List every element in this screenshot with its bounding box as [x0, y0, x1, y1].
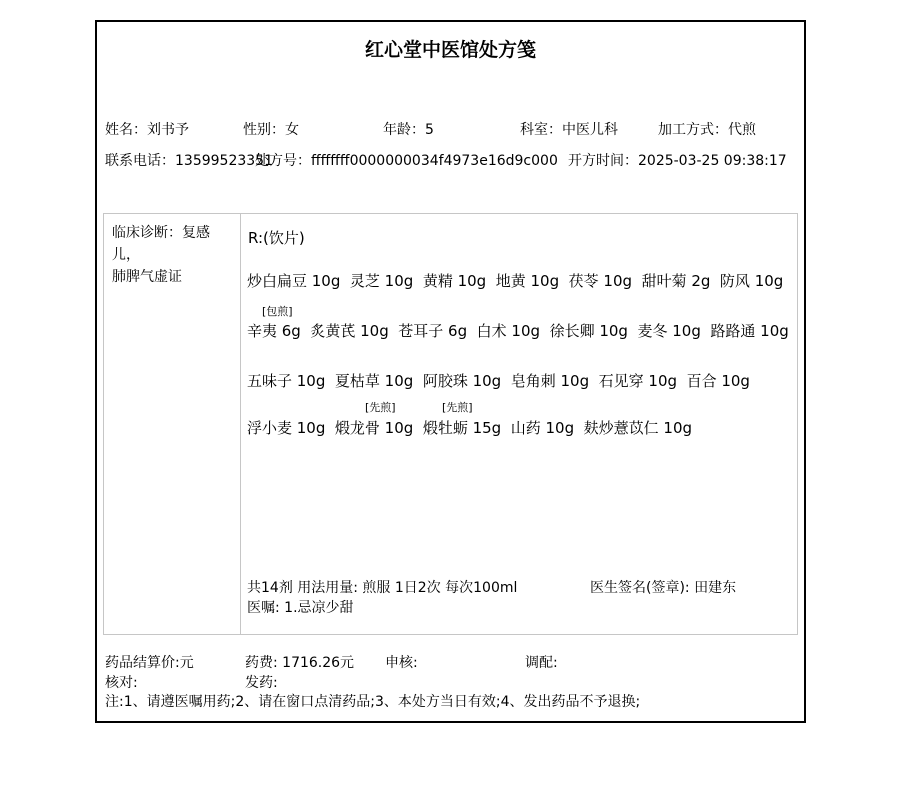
page-title: 红心堂中医馆处方笺 — [364, 39, 536, 61]
diagnosis-line-1: 临床诊断：复感儿， — [112, 225, 210, 263]
herb-line-2: 辛夷 6g 炙黄芪 10g 苍耳子 6g 白术 10g 徐长卿 10g 麦冬 10g 路路通 10g — [247, 322, 789, 340]
fee-field: 药费: 1716.26元 — [245, 655, 355, 671]
rx-number-field: 处方号：ffffffff0000000034f4973e16d9c000 — [255, 153, 558, 169]
decoction-note-baojian: [包煎] — [262, 305, 293, 318]
herb-line-2-annotations — [247, 303, 792, 317]
department-field: 科室：中医儿科 — [520, 122, 618, 138]
patient-gender-field: 性别：女 — [243, 122, 299, 138]
patient-age-field: 年龄：5 — [383, 122, 434, 138]
processing-method-field: 加工方式：代煎 — [658, 122, 756, 138]
herb-line-4-annotations — [247, 399, 792, 413]
review-field: 申核: — [385, 655, 418, 671]
rx-header: R:(饮片) — [248, 229, 305, 247]
patient-name-field: 姓名：刘书予 — [105, 122, 189, 138]
footer-note: 注:1、请遵医嘱用药;2、请在窗口点清药品;3、本处方当日有效;4、发出药品不予退换; — [105, 694, 641, 710]
prepare-field: 调配: — [525, 655, 558, 671]
decoction-note-xianjian-2: [先煎] — [442, 401, 473, 414]
issue-time-field: 开方时间：2025-03-25 09:38:17 — [568, 153, 787, 169]
decoction-note-xianjian-1: [先煎] — [365, 401, 396, 414]
doctor-signature: 医生签名(签章): 田建东 — [590, 580, 737, 596]
clinical-diagnosis — [112, 222, 236, 288]
settlement-price-field: 药品结算价:元 — [105, 655, 194, 671]
usage-instructions: 共14剂 用法用量: 煎服 1日2次 每次100ml — [247, 580, 518, 596]
check-field: 核对: — [105, 675, 138, 691]
herb-line-3: 五味子 10g 夏枯草 10g 阿胶珠 10g 皂角刺 10g 石见穿 10g 百合 10g — [247, 372, 750, 390]
herb-line-4: 浮小麦 10g 煅龙骨 10g 煅牡蛎 15g 山药 10g 麸炒薏苡仁 10g — [247, 419, 693, 437]
phone-field: 联系电话：13599523351 — [105, 153, 273, 169]
diagnosis-divider — [240, 213, 241, 635]
doctor-advice: 医嘱: 1.忌凉少甜 — [247, 600, 354, 616]
herb-line-1: 炒白扁豆 10g 灵芝 10g 黄精 10g 地黄 10g 茯苓 10g 甜叶菊 2g 防风 10g — [247, 272, 784, 290]
dispense-field: 发药: — [245, 675, 278, 691]
diagnosis-line-2: 肺脾气虚证 — [112, 269, 182, 285]
